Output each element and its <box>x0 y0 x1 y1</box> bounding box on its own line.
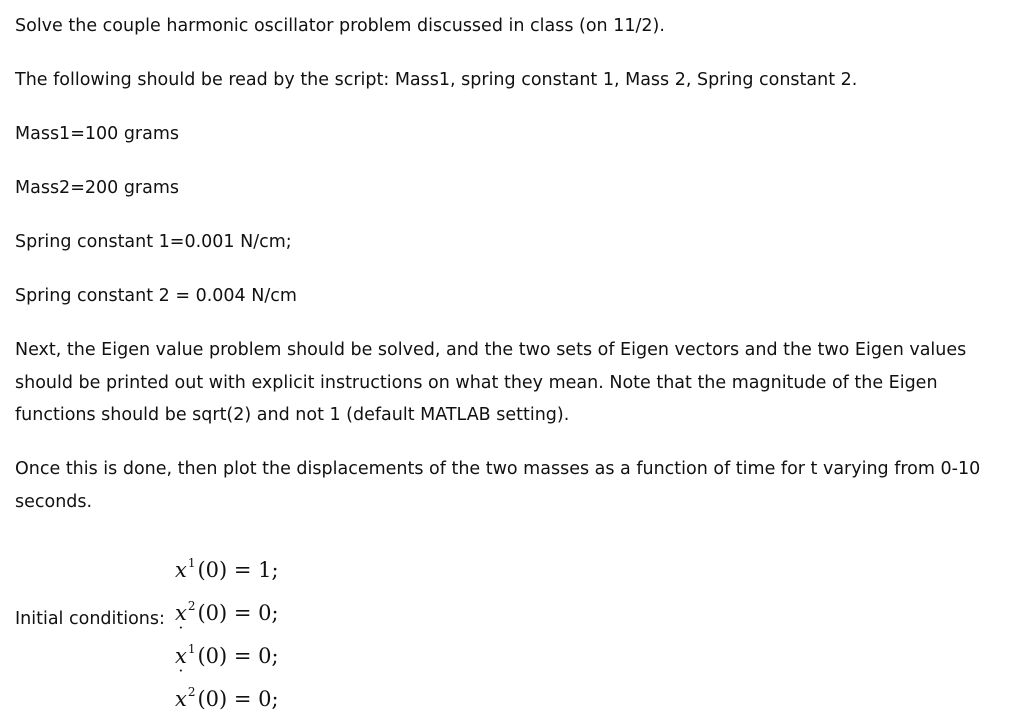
equation-index: 1 <box>187 556 196 570</box>
equation-x1-velocity <box>175 624 279 671</box>
equation-x2-velocity <box>175 667 279 714</box>
equation-variable: x <box>175 644 187 668</box>
equation-rhs: (0) = 0; <box>197 644 279 668</box>
mass2-value: Mass2=200 grams <box>15 178 180 198</box>
spring-constant-2-value: Spring constant 2 = 0.004 N/cm <box>15 286 297 306</box>
equation-index: 1 <box>187 642 196 656</box>
equation-variable: x <box>175 601 187 625</box>
task-intro: Solve the couple harmonic oscillator problem discussed in class (on 11/2). <box>15 16 665 36</box>
mass1-value: Mass1=100 grams <box>15 124 180 144</box>
equation-variable: x <box>175 558 187 582</box>
equation-x1-position <box>175 542 279 585</box>
dot-accent: ˙ <box>176 624 186 645</box>
equation-index: 2 <box>187 599 196 613</box>
eigen-instructions: Next, the Eigen value problem should be solved, and the two sets of Eigen vectors and the two Eigen values should be printed out with explicit instructions on what they mean. Note that the magnitude of the Eigen functions should be sqrt(2) and not 1 (default MATLAB setting). <box>15 340 967 425</box>
input-instructions: The following should be read by the script: Mass1, spring constant 1, Mass 2, Spring constant 2. <box>15 70 858 90</box>
dot-accent: ˙ <box>176 667 186 688</box>
equation-rhs: (0) = 1; <box>197 558 279 582</box>
initial-conditions-equations <box>175 542 279 714</box>
plot-instructions: Once this is done, then plot the displacements of the two masses as a function of time for t varying from 0-10 seconds. <box>15 459 981 512</box>
equation-rhs: (0) = 0; <box>197 687 279 711</box>
equation-rhs: (0) = 0; <box>197 601 279 625</box>
equation-x2-position <box>175 585 279 628</box>
spring-constant-1-value: Spring constant 1=0.001 N/cm; <box>15 232 292 252</box>
equation-variable-dotted <box>175 667 187 721</box>
equation-variable: x <box>175 687 187 711</box>
equation-index: 2 <box>187 685 196 699</box>
initial-conditions-label: Initial conditions: <box>15 609 165 629</box>
